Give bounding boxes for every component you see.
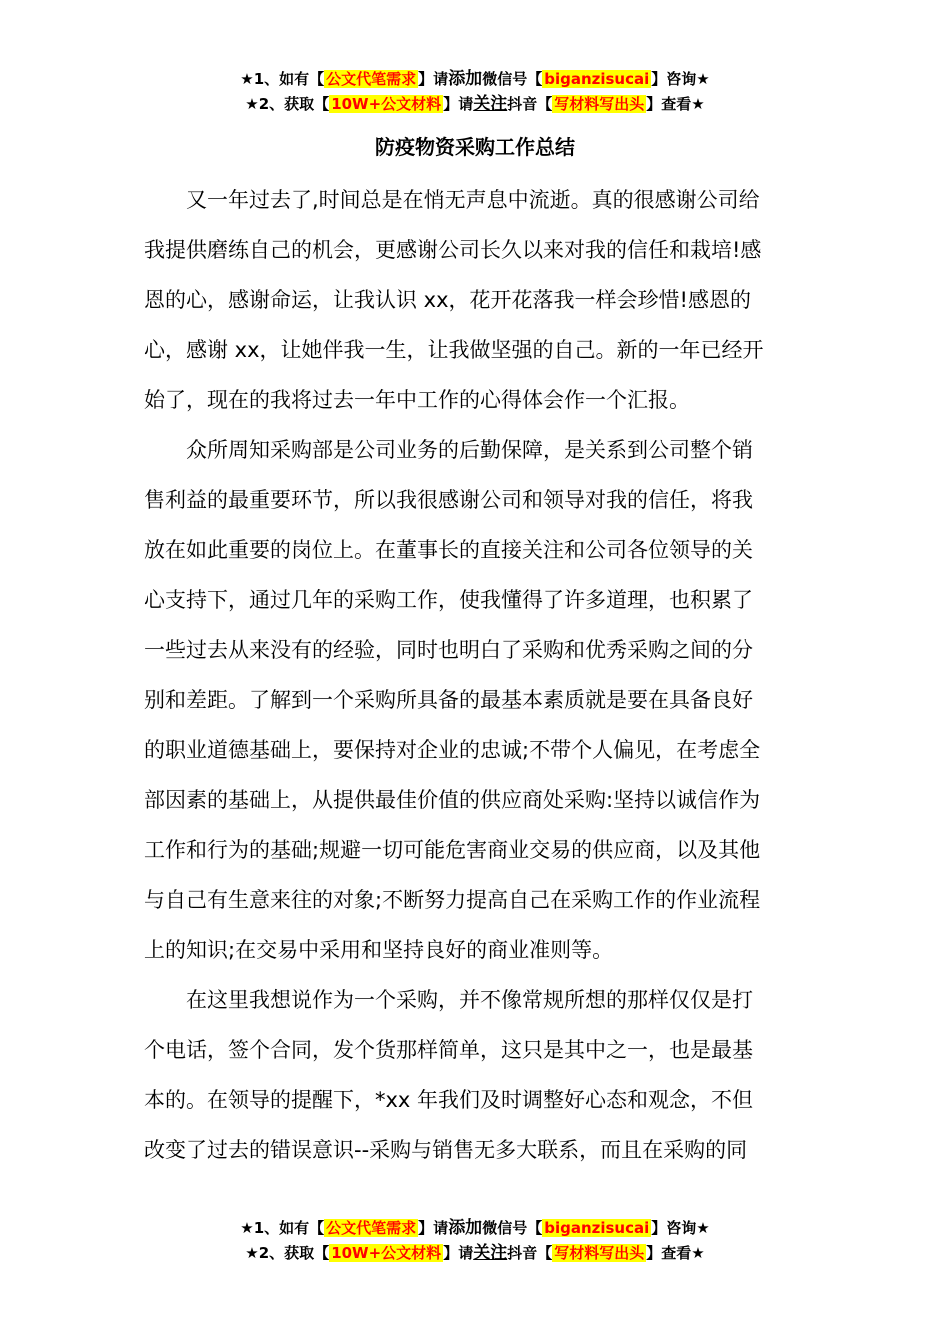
- document-body: [144, 175, 804, 1175]
- body-line: 在这里我想说作为一个采购，并不像常规所想的那样仅仅是打: [144, 988, 753, 1012]
- banner-highlight: biganzisucai: [544, 70, 650, 88]
- banner-text: 抖音【: [507, 1244, 553, 1262]
- banner-text: 】请: [418, 1219, 449, 1237]
- banner-emphasis: 关注: [473, 94, 508, 114]
- banner-text: 】查看★: [646, 95, 705, 113]
- banner-highlight: biganzisucai: [544, 1219, 650, 1237]
- banner-text: 】请: [418, 70, 449, 88]
- body-line: 又一年过去了,时间总是在悄无声息中流逝。真的很感谢公司给: [144, 188, 760, 212]
- body-line: 售利益的最重要环节，所以我很感谢公司和领导对我的信任，将我: [144, 488, 753, 512]
- body-line: 上的知识;在交易中采用和坚持良好的商业准则等。: [144, 938, 614, 962]
- banner-text: 】咨询★: [651, 1219, 710, 1237]
- banner-text: 】查看★: [646, 1244, 705, 1262]
- body-line: 别和差距。了解到一个采购所具备的最基本素质就是要在具备良好: [144, 688, 753, 712]
- banner-text: 】咨询★: [651, 70, 710, 88]
- banner-highlight: 10W+公文材料: [331, 1244, 442, 1262]
- top-banner: [0, 67, 950, 117]
- body-line: 恩的心，感谢命运，让我认识 xx，花开花落我一样会珍惜!感恩的: [144, 288, 751, 312]
- banner-highlight: 10W+公文材料: [331, 95, 442, 113]
- banner-text: 】请: [443, 1244, 474, 1262]
- body-line: 部因素的基础上，从提供最佳价值的供应商处采购:坚持以诚信作为: [144, 788, 761, 812]
- body-line: 本的。在领导的提醒下，*xx 年我们及时调整好心态和观念，不但: [144, 1088, 754, 1112]
- body-line: 个电话，签个合同，发个货那样简单，这只是其中之一，也是最基: [144, 1038, 753, 1062]
- body-line: 的职业道德基础上，要保持对企业的忠诚;不带个人偏见，在考虑全: [144, 738, 761, 762]
- banner-highlight: 写材料写出头: [554, 95, 645, 113]
- banner-text: 】请: [443, 95, 474, 113]
- banner-highlight: 公文代笔需求: [326, 70, 417, 88]
- body-line: 放在如此重要的岗位上。在董事长的直接关注和公司各位领导的关: [144, 538, 753, 562]
- banner-emphasis: 添加: [448, 69, 483, 89]
- body-line: 工作和行为的基础;规避一切可能危害商业交易的供应商，以及其他: [144, 838, 761, 862]
- body-line: 始了，现在的我将过去一年中工作的心得体会作一个汇报。: [144, 388, 690, 412]
- banner-line-2: [0, 1241, 950, 1266]
- banner-line-1: [0, 67, 950, 92]
- banner-emphasis: 关注: [473, 1243, 508, 1263]
- body-line: 心支持下，通过几年的采购工作，使我懂得了许多道理，也积累了: [144, 588, 753, 612]
- document-title: 防疫物资采购工作总结: [375, 135, 575, 159]
- banner-text: 微信号【: [482, 1219, 543, 1237]
- banner-highlight: 写材料写出头: [554, 1244, 645, 1262]
- body-line: 心，感谢 xx，让她伴我一生，让我做坚强的自己。新的一年已经开: [144, 338, 764, 362]
- banner-line-2: [0, 92, 950, 117]
- banner-text: ★1、如有【: [240, 1219, 325, 1237]
- banner-text: 抖音【: [507, 95, 553, 113]
- banner-line-1: [0, 1216, 950, 1241]
- banner-highlight: 公文代笔需求: [326, 1219, 417, 1237]
- banner-text: 微信号【: [482, 70, 543, 88]
- bottom-banner: [0, 1216, 950, 1266]
- body-line: 与自己有生意来往的对象;不断努力提高自己在采购工作的作业流程: [144, 888, 761, 912]
- banner-text: ★1、如有【: [240, 70, 325, 88]
- body-line: 改变了过去的错误意识--采购与销售无多大联系，而且在采购的同: [144, 1138, 748, 1162]
- body-line: 众所周知采购部是公司业务的后勤保障，是关系到公司整个销: [144, 438, 753, 462]
- banner-text: ★2、获取【: [245, 1244, 330, 1262]
- body-line: 我提供磨练自己的机会，更感谢公司长久以来对我的信任和栽培!感: [144, 238, 762, 262]
- banner-text: ★2、获取【: [245, 95, 330, 113]
- banner-emphasis: 添加: [448, 1218, 483, 1238]
- body-line: 一些过去从来没有的经验，同时也明白了采购和优秀采购之间的分: [144, 638, 753, 662]
